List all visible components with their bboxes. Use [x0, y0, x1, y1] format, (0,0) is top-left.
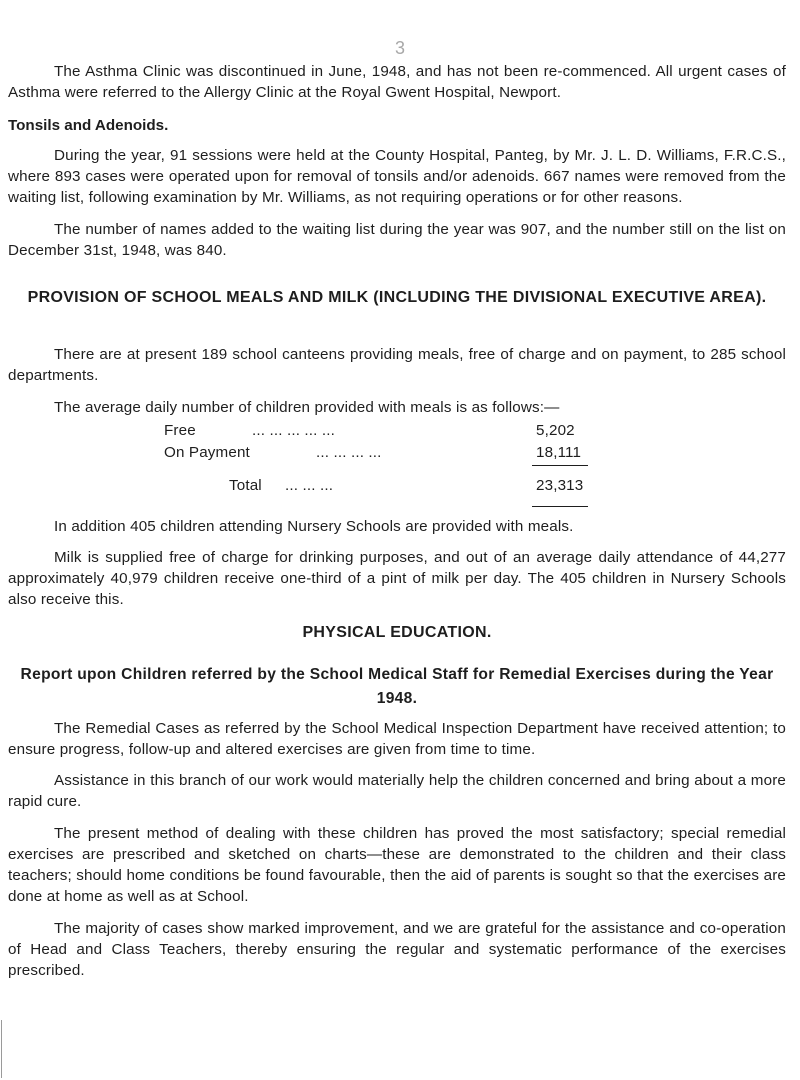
- tonsils-paragraph-1: During the year, 91 sessions were held at the County Hospital, Panteg, by Mr. J. L. D. Williams, F.R.C.S., where 893 cases were operated upon for removal of tonsils and/or adenoids. 667 names were removed from the waiting list, following examination by Mr. Williams, as not requiring operations or for other reasons.: [8, 147, 786, 206]
- table-rule-bottom: [532, 506, 588, 507]
- row-value: 5,202: [536, 422, 575, 439]
- physical-education-heading: PHYSICAL EDUCATION.: [302, 624, 492, 641]
- school-meals-heading: PROVISION OF SCHOOL MEALS AND MILK (INCLUDING THE DIVISIONAL EXECUTIVE AREA).: [27, 289, 767, 306]
- row-leader-dots: ... ... ... ... ...: [252, 422, 336, 439]
- total-value: 23,313: [536, 477, 584, 494]
- tonsils-paragraph-2: The number of names added to the waiting list during the year was 907, and the number still on the list on December 31st, 1948, was 840.: [8, 221, 786, 259]
- asthma-paragraph: The Asthma Clinic was discontinued in June, 1948, and has not been re-commenced. All urgent cases of Asthma were referred to the Allergy Clinic at the Royal Gwent Hospital, Newport.: [8, 63, 786, 101]
- meals-paragraph-2: In addition 405 children attending Nursery Schools are provided with meals.: [54, 518, 574, 535]
- total-leader-dots: ... ... ...: [285, 477, 334, 494]
- table-rule-top: [532, 465, 588, 466]
- row-label: On Payment: [164, 444, 250, 461]
- milk-paragraph: Milk is supplied free of charge for drinking purposes, and out of an average daily attendance of 44,277 approximately 40,979 children receive one-third of a pint of milk per day. The 405 children in Nursery Schools also receive this.: [8, 549, 786, 608]
- pe-paragraph-1: The Remedial Cases as referred by the School Medical Inspection Department have received attention; to ensure progress, follow-up and altered exercises are given from time to time.: [8, 720, 786, 758]
- meals-table-intro: The average daily number of children provided with meals is as follows:—: [54, 399, 560, 416]
- tonsils-heading: Tonsils and Adenoids.: [8, 117, 169, 134]
- pe-paragraph-4: The majority of cases show marked improvement, and we are grateful for the assistance and co-operation of Head and Class Teachers, thereby ensuring the regular and systematic performance of the exercises prescribed.: [8, 920, 786, 979]
- pe-paragraph-3: The present method of dealing with these children has proved the most satisfactory; special remedial exercises are prescribed and sketched on charts—these are demonstrated to the children and their class teachers; should home conditions be found favourable, then the aid of parents is sought so that the exercises are done at home as well as at School.: [8, 825, 786, 905]
- meals-paragraph-1: There are at present 189 school canteens providing meals, free of charge and on payment, to 285 school departments.: [8, 346, 786, 384]
- row-label: Free: [164, 422, 196, 439]
- row-value: 18,111: [536, 444, 582, 461]
- remedial-report-heading: Report upon Children referred by the School Medical Staff for Remedial Exercises during the Year 1948.: [20, 666, 774, 707]
- page-number: 3: [394, 38, 405, 58]
- total-label: Total: [229, 477, 262, 494]
- pe-paragraph-2: Assistance in this branch of our work would materially help the children concerned and bring about a more rapid cure.: [8, 772, 786, 810]
- scan-edge-mark: [1, 1020, 2, 1078]
- row-leader-dots: ... ... ... ...: [316, 444, 382, 461]
